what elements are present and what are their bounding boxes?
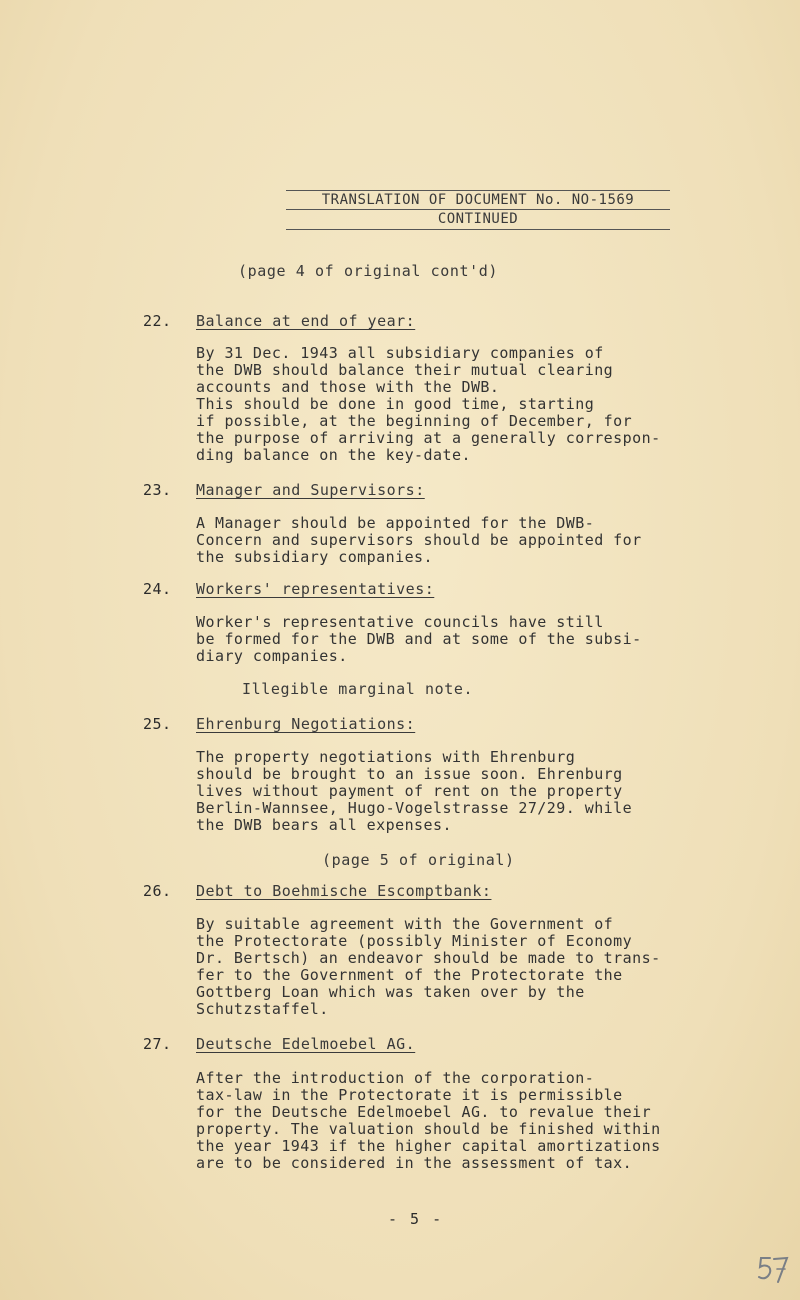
- item-heading-25: Ehrenburg Negotiations:: [196, 715, 416, 733]
- page-number: - 5 -: [388, 1210, 444, 1228]
- item-heading-27: Deutsche Edelmoebel AG.: [196, 1035, 416, 1053]
- page-note-top: (page 4 of original cont'd): [238, 262, 499, 280]
- item-body-26: By suitable agreement with the Government of the Protectorate (possibly Minister of Economy Dr. Bertsch) an endeavor should be made to trans- fer to the Government of the Protectorate the Gottberg Loan which was taken over by the Schutzstaffel.: [196, 915, 661, 1018]
- document-subtitle: CONTINUED: [286, 210, 670, 230]
- item-number-25: 25.: [143, 715, 172, 733]
- item-heading-22: Balance at end of year:: [196, 312, 416, 330]
- document-title: TRANSLATION OF DOCUMENT No. NO-1569: [286, 190, 670, 210]
- item-body-27: After the introduction of the corporation- tax-law in the Protectorate it is permissible for the Deutsche Edelmoebel AG. to revalue their property. The valuation should be finished within the year 1943 if the higher capital amortizations are to be considered in the assessment of tax.: [196, 1069, 661, 1172]
- item-number-26: 26.: [143, 882, 172, 900]
- item-body-23: A Manager should be appointed for the DWB- Concern and supervisors should be appointed for the subsidiary companies.: [196, 514, 642, 566]
- item-body-25: The property negotiations with Ehrenburg should be brought to an issue soon. Ehrenburg lives without payment of rent on the property Berlin-Wannsee, Hugo-Vogelstrasse 27/29. while the DWB bears all expenses.: [196, 748, 633, 834]
- page-note-mid: (page 5 of original): [322, 851, 515, 869]
- item-heading-26: Debt to Boehmische Escomptbank:: [196, 882, 492, 900]
- item-body-24: Worker's representative councils have still be formed for the DWB and at some of the subsi- diary companies.: [196, 613, 642, 665]
- item-body-22: By 31 Dec. 1943 all subsidiary companies of the DWB should balance their mutual clearing accounts and those with the DWB. This should be done in good time, starting if possible, at the beginning of December, for the purpose of arriving at a generally correspon- ding balance on the key-date.: [196, 344, 661, 464]
- handwritten-page-mark-icon: [756, 1252, 790, 1286]
- item-number-27: 27.: [143, 1035, 172, 1053]
- marginal-note: Illegible marginal note.: [242, 680, 474, 698]
- item-number-22: 22.: [143, 312, 172, 330]
- item-heading-23: Manager and Supervisors:: [196, 481, 425, 499]
- item-number-23: 23.: [143, 481, 172, 499]
- item-heading-24: Workers' representatives:: [196, 580, 435, 598]
- document-header: [286, 190, 670, 230]
- item-number-24: 24.: [143, 580, 172, 598]
